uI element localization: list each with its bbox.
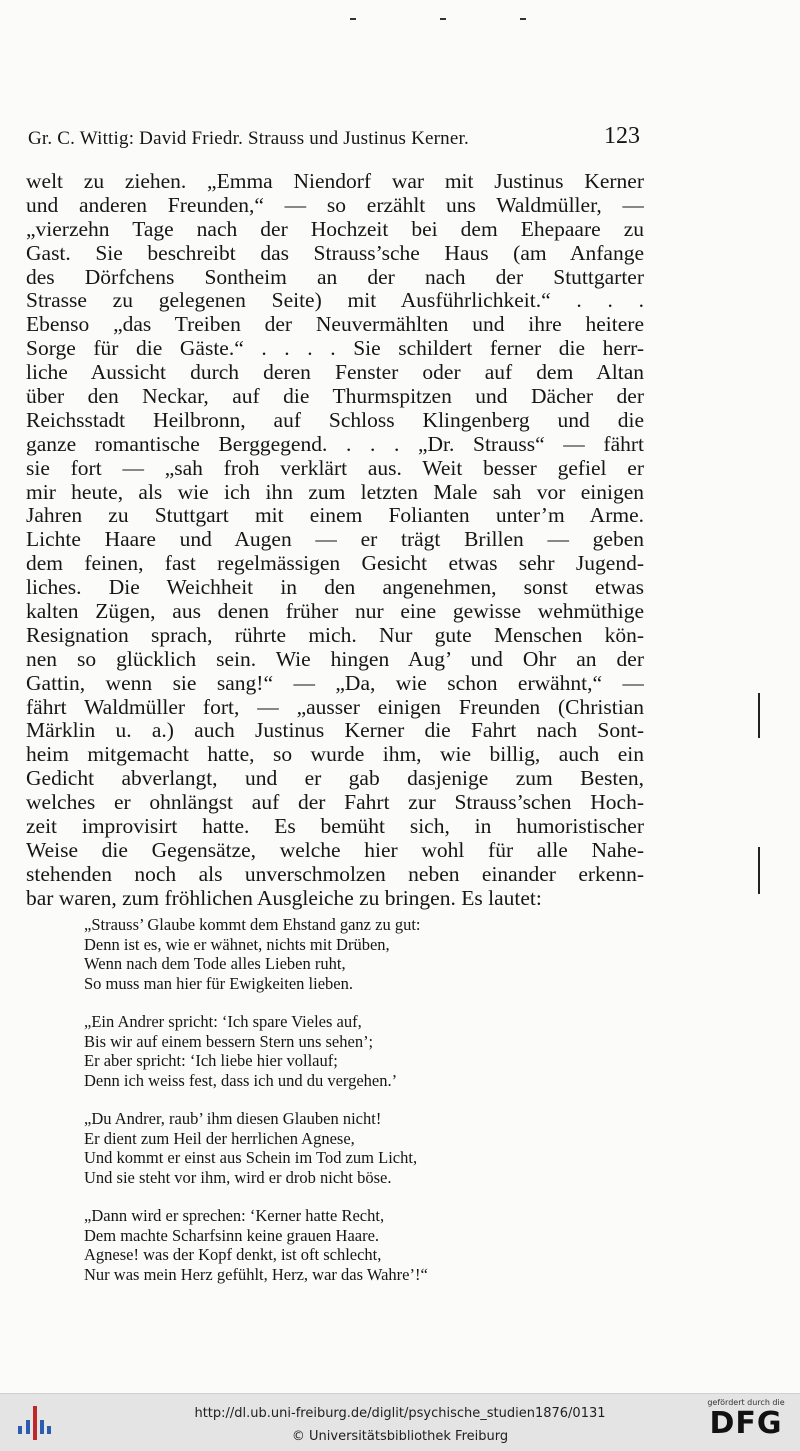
text-line: kalten Zügen, aus denen früher nur eine gewisse wehmüthige: [26, 600, 644, 624]
poem-line: Agnese! was der Kopf denkt, ist oft schlecht,: [84, 1245, 382, 1265]
text-line: Gast. Sie beschreibt das Strauss’sche Haus (am Anfange: [26, 241, 644, 265]
poem-line: Und sie steht vor ihm, wird er drob nicht böse.: [84, 1167, 392, 1187]
text-line: liches. Die Weichheit in den angenehmen, sonst etwas: [26, 576, 644, 600]
text-line: nen so glücklich sein. Wie hingen Aug’ und Ohr an der: [26, 647, 644, 671]
margin-mark: [758, 693, 760, 738]
text-line: „vierzehn Tage nach der Hochzeit bei dem Ehepaare zu: [26, 217, 644, 241]
text-line: und anderen Freunden,“ — so erzählt uns Waldmüller, —: [26, 193, 644, 217]
poem-stanza: [84, 1206, 564, 1284]
text-line: heim mitgemacht hatte, so wurde ihm, wie billig, auch ein: [26, 743, 644, 767]
poem-line: Bis wir auf einem bessern Stern uns sehen’;: [84, 1031, 374, 1051]
text-line: Weise die Gegensätze, welche hier wohl für alle Nahe-: [26, 838, 644, 862]
text-line: stehenden noch als unverschmolzen neben einander erkenn-: [26, 862, 644, 886]
text-line: Strasse zu gelegenen Seite) mit Ausführlichkeit.“ . . .: [26, 289, 644, 313]
poem-line: Denn ist es, wie er wähnet, nichts mit Drüben,: [84, 934, 390, 954]
running-title: Gr. C. Wittig: David Friedr. Strauss und Justinus Kerner.: [28, 128, 469, 149]
poem-line: „Ein Andrer spricht: ‘Ich spare Vieles auf,: [84, 1011, 362, 1031]
poem-line: So muss man hier für Ewigkeiten lieben.: [84, 973, 353, 993]
text-line: fährt Waldmüller fort, — „ausser einigen Freunden (Christian: [26, 695, 644, 719]
poem-line: Dem machte Scharfsinn keine grauen Haare.: [84, 1225, 380, 1245]
dfg-funded-label: gefördert durch die: [707, 1398, 785, 1407]
text-line: Sorge für die Gäste.“ . . . . Sie schildert ferner die herr-: [26, 337, 644, 361]
text-line: Gedicht abverlangt, und er gab dasjenige zum Besten,: [26, 767, 644, 791]
poem-line: Und kommt er einst aus Schein im Tod zum Licht,: [84, 1148, 418, 1168]
copyright-notice: © Universitätsbibliothek Freiburg: [291, 1429, 509, 1444]
text-line: ganze romantische Berggegend. . . . „Dr. Strauss“ — fährt: [26, 432, 644, 456]
text-line: Lichte Haare und Augen — er trägt Brillen — geben: [26, 528, 644, 552]
page-number: 123: [604, 123, 640, 149]
footer-bar: [0, 1393, 800, 1451]
poem-stanza: [84, 1012, 564, 1090]
text-line: Resignation sprach, rührte mich. Nur gute Menschen kön-: [26, 623, 644, 647]
text-line: welches er ohnlängst auf der Fahrt zur Strauss’schen Hoch-: [26, 791, 644, 815]
text-line: bar waren, zum fröhlichen Ausgleiche zu bringen. Es lautet:: [26, 886, 542, 910]
poem-line: Denn ich weiss fest, dass ich und du vergehen.’: [84, 1070, 398, 1090]
source-url[interactable]: http://dl.ub.uni-freiburg.de/diglit/psychische_studien1876/0131: [194, 1406, 606, 1421]
poem-line: Nur was mein Herz gefühlt, Herz, war das Wahre’!“: [84, 1264, 428, 1284]
poem-line: Wenn nach dem Tode alles Lieben ruht,: [84, 954, 346, 974]
poem-line: Er dient zum Heil der herrlichen Agnese,: [84, 1128, 355, 1148]
poem-stanza: [84, 1109, 564, 1187]
poem: [84, 915, 564, 1303]
text-line: Reichsstadt Heilbronn, auf Schloss Klingenberg und die: [26, 408, 644, 432]
text-line: über den Neckar, auf die Thurmspitzen und Dächer der: [26, 385, 644, 409]
text-line: mir heute, als wie ich ihn zum letzten Male sah vor einigen: [26, 480, 644, 504]
dfg-wordmark: DFG: [709, 1406, 783, 1441]
text-line: zeit improvisirt hatte. Es bemüht sich, in humoristischer: [26, 815, 644, 839]
running-header: [28, 118, 642, 150]
text-line: Ebenso „das Treiben der Neuvermählten und ihre heitere: [26, 313, 644, 337]
text-line: welt zu ziehen. „Emma Niendorf war mit Justinus Kerner: [26, 170, 644, 193]
text-line: dem feinen, fast regelmässigen Gesicht etwas sehr Jugend-: [26, 552, 644, 576]
text-line: liche Aussicht durch deren Fenster oder auf dem Altan: [26, 361, 644, 385]
scan-specks: [340, 14, 540, 24]
poem-line: „Du Andrer, raub’ ihm diesen Glauben nicht!: [84, 1108, 382, 1128]
text-line: sie fort — „sah froh verklärt aus. Weit besser gefiel er: [26, 456, 644, 480]
poem-line: „Strauss’ Glaube kommt dem Ehstand ganz zu gut:: [84, 915, 421, 934]
margin-mark: [758, 847, 760, 894]
poem-stanza: [84, 915, 564, 993]
dfg-logo: [702, 1398, 790, 1448]
poem-line: „Dann wird er sprechen: ‘Kerner hatte Recht,: [84, 1205, 385, 1225]
body-text: [26, 170, 644, 911]
text-line: Jahren zu Stuttgart mit einem Folianten unter’m Arme.: [26, 504, 644, 528]
text-line: Gattin, wenn sie sang!“ — „Da, wie schon erwähnt,“ —: [26, 671, 644, 695]
poem-line: Er aber spricht: ‘Ich liebe hier vollauf;: [84, 1051, 338, 1071]
text-line: des Dörfchens Sontheim an der nach der Stuttgarter: [26, 265, 644, 289]
text-line: Märklin u. a.) auch Justinus Kerner die Fahrt nach Sont-: [26, 719, 644, 743]
